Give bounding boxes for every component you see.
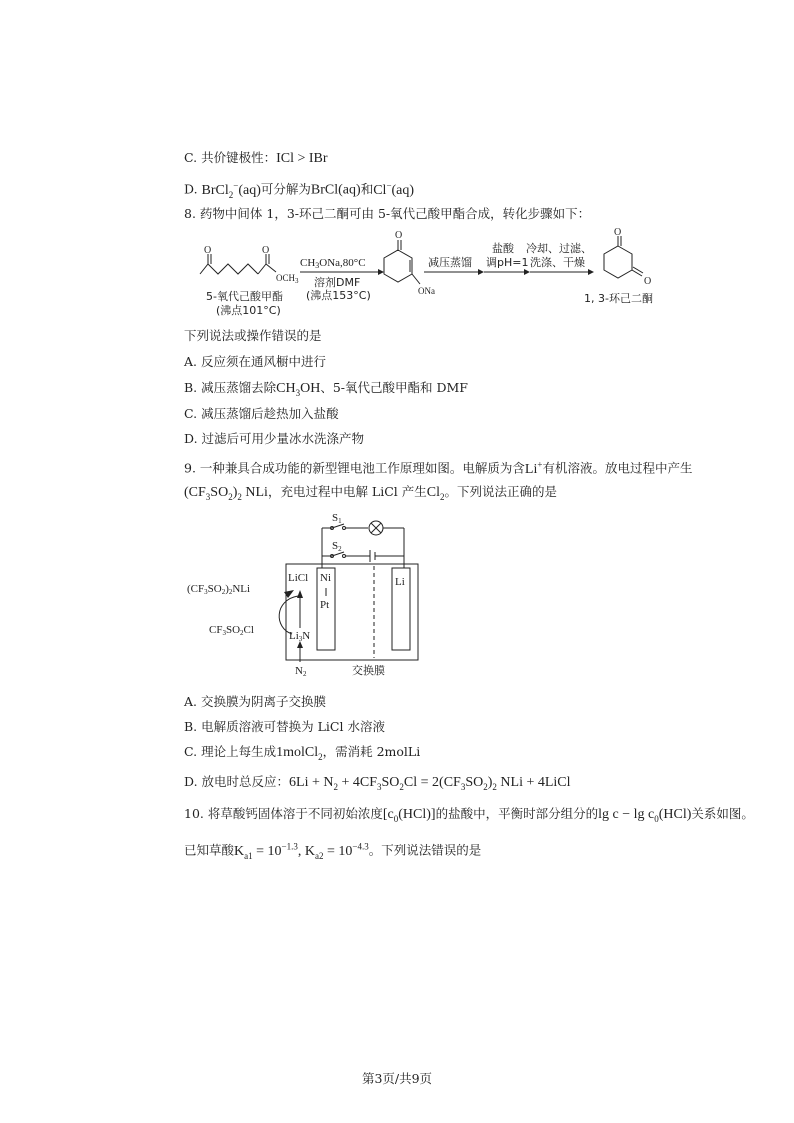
svg-text:(沸点101°C): (沸点101°C) bbox=[216, 304, 281, 317]
svg-text:O: O bbox=[204, 245, 212, 256]
q8-stem: 8. 药物中间体 1，3-环己二酮可由 5-氧代己酸甲酯合成，转化步骤如下： bbox=[184, 206, 591, 221]
svg-text:5-氧代己酸甲酯: 5-氧代己酸甲酯 bbox=[206, 290, 283, 303]
svg-text:溶剂DMF: 溶剂DMF bbox=[314, 276, 361, 289]
svg-text:Ni: Ni bbox=[320, 572, 331, 584]
q7-option-d: D. BrCl$_2$−(aq)可分解为BrCl(aq)和Cl−(aq) bbox=[184, 180, 415, 200]
q10-stem-line2: 已知草酸$K_{a1} = 10^{-1.3}$, $K_{a2} = 10^{-4.3}$。下列说法错误的是 bbox=[184, 841, 482, 861]
q8-reaction-scheme bbox=[192, 226, 672, 321]
svg-text:盐酸: 盐酸 bbox=[492, 242, 514, 255]
svg-text:N2: N2 bbox=[295, 665, 307, 678]
svg-text:O: O bbox=[262, 245, 270, 256]
q8-question: 下列说法或操作错误的是 bbox=[184, 328, 322, 343]
q8-option-a: A. 反应须在通风橱中进行 bbox=[184, 354, 326, 369]
svg-text:O: O bbox=[395, 230, 403, 241]
q7-option-c: C. 共价键极性：ICl > IBr bbox=[184, 150, 328, 166]
svg-text:洗涤、干燥: 洗涤、干燥 bbox=[530, 256, 585, 269]
product-structure bbox=[604, 236, 643, 278]
q9-option-d: D. 放电时总反应：$6Li + N_2 + 4CF_3SO_2Cl = 2(CF_3SO_2)_2$ NLi + 4LiCl bbox=[184, 774, 571, 792]
svg-text:OCH3: $OCH_3$ bbox=[276, 273, 299, 285]
svg-text:交换膜: 交换膜 bbox=[352, 664, 385, 677]
q8-option-d: D. 过滤后可用少量冰水洗涤产物 bbox=[184, 431, 365, 446]
svg-text:LiCl: LiCl bbox=[288, 572, 309, 584]
q9-option-c: C. 理论上每生成1molCl$_2$，需消耗 2molLi bbox=[184, 744, 421, 762]
q8-option-b: B. 减压蒸馏去除$CH_3OH$、5-氧代己酸甲酯和 DMF bbox=[184, 380, 468, 398]
svg-text:CH3ONa,80°C: CH3ONa,80°C bbox=[300, 257, 366, 270]
svg-text:1, 3-环己二酮: 1, 3-环己二酮 bbox=[584, 292, 653, 305]
reactant-structure bbox=[200, 254, 276, 274]
q10-stem-line1: 10. 将草酸钙固体溶于不同初始浓度$[c_0(HCl)]$的盐酸中，平衡时部分组分的$\lg c - \lg c_0(HCl)$关系如图。 bbox=[184, 806, 754, 824]
svg-text:S2: S2 bbox=[332, 540, 342, 553]
svg-text:Pt: Pt bbox=[320, 599, 330, 611]
q9-stem-line1: 9. 一种兼具合成功能的新型锂电池工作原理如图。电解质为含Li+有机溶液。放电过程中产生 bbox=[184, 459, 693, 477]
svg-text:O: O bbox=[614, 227, 622, 238]
svg-text:ONa: ONa bbox=[418, 286, 435, 296]
svg-text:调pH=1: 调pH=1 bbox=[486, 256, 529, 269]
svg-text:CF3SO2Cl: CF3SO2Cl bbox=[209, 624, 254, 637]
svg-text:(CF3SO2)2NLi: (CF3SO2)2NLi bbox=[187, 583, 251, 596]
svg-text:冷却、过滤、: 冷却、过滤、 bbox=[526, 242, 592, 255]
q9-option-a: A. 交换膜为阴离子交换膜 bbox=[184, 694, 326, 709]
q9-battery-diagram bbox=[184, 508, 424, 683]
page-footer: 第3页/共9页 bbox=[361, 1071, 433, 1086]
svg-text:Li: Li bbox=[395, 576, 405, 588]
svg-text:O: O bbox=[644, 276, 652, 287]
svg-text:(沸点153°C): (沸点153°C) bbox=[306, 289, 371, 302]
q9-stem-line2: $(CF_3SO_2)_2$ NLi，充电过程中电解 LiCl 产生$Cl_2$。下列说法正确的是 bbox=[184, 484, 557, 502]
q9-option-b: B. 电解质溶液可替换为 LiCl 水溶液 bbox=[184, 719, 385, 734]
intermediate-structure bbox=[384, 240, 420, 284]
svg-text:S1: S1 bbox=[332, 512, 342, 525]
svg-text:减压蒸馏: 减压蒸馏 bbox=[428, 256, 472, 269]
svg-text:Li3N: Li3N bbox=[289, 630, 311, 643]
q8-option-c: C. 减压蒸馏后趁热加入盐酸 bbox=[184, 406, 339, 421]
